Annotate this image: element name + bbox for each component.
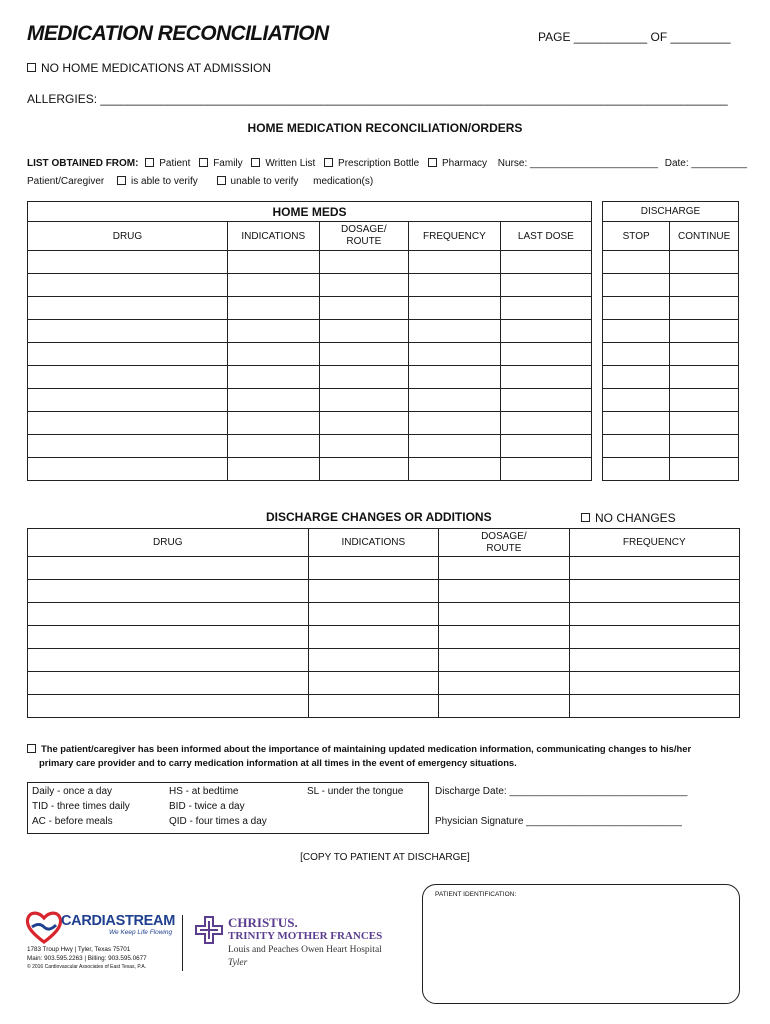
entry-cell[interactable] xyxy=(227,389,319,412)
discharge-date-field[interactable]: Discharge Date: ________________________________ xyxy=(435,786,688,797)
checkbox-icon[interactable] xyxy=(27,744,36,753)
entry-cell[interactable] xyxy=(500,366,591,389)
col-frequency: FREQUENCY xyxy=(409,222,501,251)
entry-cell[interactable] xyxy=(28,320,228,343)
entry-cell[interactable] xyxy=(439,695,570,718)
entry-cell[interactable] xyxy=(500,343,591,366)
table-row xyxy=(28,343,592,366)
table-row xyxy=(28,626,740,649)
checkbox-icon[interactable] xyxy=(27,63,36,72)
entry-cell[interactable] xyxy=(603,251,670,274)
entry-cell[interactable] xyxy=(227,274,319,297)
entry-cell[interactable] xyxy=(308,695,439,718)
col-indications: INDICATIONS xyxy=(227,222,319,251)
entry-cell[interactable] xyxy=(319,435,408,458)
table-row xyxy=(28,435,592,458)
entry-cell[interactable] xyxy=(28,695,309,718)
entry-cell[interactable] xyxy=(603,297,670,320)
entry-cell[interactable] xyxy=(28,649,309,672)
entry-cell[interactable] xyxy=(319,274,408,297)
notice-line-1: The patient/caregiver has been informed about the importance of maintaining updated medication information, communicating changes to his/her xyxy=(41,743,692,754)
cardiastream-tagline: We Keep Life Flowing xyxy=(109,929,173,936)
checkbox-icon[interactable] xyxy=(199,158,208,167)
checkbox-icon[interactable] xyxy=(581,513,590,522)
christus-logo xyxy=(194,913,414,973)
christus-cross-icon xyxy=(194,915,224,945)
entry-cell[interactable] xyxy=(409,389,501,412)
table-row xyxy=(28,412,592,435)
col-drug: DRUG xyxy=(28,529,309,557)
entry-cell[interactable] xyxy=(227,297,319,320)
entry-cell[interactable] xyxy=(439,603,570,626)
entry-cell[interactable] xyxy=(28,251,228,274)
physician-signature-field[interactable]: Physician Signature ____________________________ xyxy=(435,816,682,827)
entry-cell[interactable] xyxy=(569,649,739,672)
entry-cell[interactable] xyxy=(603,343,670,366)
entry-cell[interactable] xyxy=(28,343,228,366)
entry-cell[interactable] xyxy=(409,435,501,458)
obtained-label: LIST OBTAINED FROM: xyxy=(27,158,139,169)
phone-text: Main: 903.595.2263 | Billing: 903.595.0677 xyxy=(27,955,147,962)
table-row xyxy=(28,458,592,481)
entry-cell[interactable] xyxy=(670,343,739,366)
entry-cell[interactable] xyxy=(670,435,739,458)
table-row xyxy=(603,366,739,389)
verify-able-label: is able to verify xyxy=(131,176,198,187)
col-indications: INDICATIONS xyxy=(308,529,439,557)
entry-cell[interactable] xyxy=(319,412,408,435)
table-row xyxy=(603,389,739,412)
section-title-home-med: HOME MEDICATION RECONCILIATION/ORDERS xyxy=(247,121,523,135)
entry-cell[interactable] xyxy=(308,603,439,626)
entry-cell[interactable] xyxy=(439,672,570,695)
discharge-decision-table xyxy=(602,201,739,481)
allergies-field[interactable]: ALLERGIES: ______________________________________________________________________________________________ xyxy=(27,92,728,106)
entry-cell[interactable] xyxy=(500,389,591,412)
table-row xyxy=(603,458,739,481)
entry-cell[interactable] xyxy=(319,320,408,343)
footer-divider xyxy=(182,915,183,971)
entry-cell[interactable] xyxy=(28,557,309,580)
entry-cell[interactable] xyxy=(670,320,739,343)
table-row xyxy=(28,557,740,580)
trinity-name: TRINITY MOTHER FRANCES xyxy=(228,930,383,942)
entry-cell[interactable] xyxy=(28,672,309,695)
entry-cell[interactable] xyxy=(439,626,570,649)
entry-cell[interactable] xyxy=(569,695,739,718)
entry-cell[interactable] xyxy=(670,366,739,389)
entry-cell[interactable] xyxy=(28,389,228,412)
entry-cell[interactable] xyxy=(308,672,439,695)
entry-cell[interactable] xyxy=(603,274,670,297)
entry-cell[interactable] xyxy=(603,412,670,435)
discharge-changes-title: DISCHARGE CHANGES OR ADDITIONS xyxy=(266,510,492,524)
entry-cell[interactable] xyxy=(319,251,408,274)
entry-cell[interactable] xyxy=(227,320,319,343)
address-text: 1783 Troup Hwy | Tyler, Texas 75701 xyxy=(27,946,131,953)
entry-cell[interactable] xyxy=(308,626,439,649)
patient-id-label: PATIENT IDENTIFICATION: xyxy=(435,891,517,898)
legend-qid: QID - four times a day xyxy=(169,816,267,827)
copyright-text: © 2016 Cardiovascular Associates of East Texas, P.A. xyxy=(27,964,147,970)
entry-cell[interactable] xyxy=(439,649,570,672)
entry-cell[interactable] xyxy=(28,435,228,458)
table-row xyxy=(603,412,739,435)
table-row xyxy=(28,274,592,297)
entry-cell[interactable] xyxy=(603,389,670,412)
verify-prefix: Patient/Caregiver xyxy=(27,176,105,187)
entry-cell[interactable] xyxy=(28,297,228,320)
table-row xyxy=(28,320,592,343)
entry-cell[interactable] xyxy=(227,343,319,366)
entry-cell[interactable] xyxy=(28,580,309,603)
legend-daily: Daily - once a day xyxy=(32,786,113,797)
form-title: MEDICATION RECONCILIATION xyxy=(27,22,329,45)
entry-cell[interactable] xyxy=(569,626,739,649)
discharge-changes-table xyxy=(27,528,740,718)
entry-cell[interactable] xyxy=(409,366,501,389)
table-row xyxy=(28,672,740,695)
table-row xyxy=(28,603,740,626)
christus-name: CHRISTUS. xyxy=(228,915,298,930)
source-family: Family xyxy=(213,158,243,169)
checkbox-icon[interactable] xyxy=(251,158,260,167)
entry-cell[interactable] xyxy=(28,626,309,649)
source-pharmacy: Pharmacy xyxy=(441,158,487,169)
date-field[interactable]: Date: __________ xyxy=(664,158,748,169)
entry-cell[interactable] xyxy=(569,672,739,695)
entry-cell[interactable] xyxy=(670,458,739,481)
table-row xyxy=(603,274,739,297)
entry-cell[interactable] xyxy=(409,412,501,435)
nurse-field[interactable]: Nurse: _______________________ xyxy=(497,158,658,169)
col-dosage-route: DOSAGE/ ROUTE xyxy=(439,529,570,557)
home-meds-table xyxy=(27,201,592,481)
entry-cell[interactable] xyxy=(409,320,501,343)
cardiastream-wordmark xyxy=(61,913,175,929)
table-row xyxy=(28,695,740,718)
entry-cell[interactable] xyxy=(670,274,739,297)
cardiastream-contact xyxy=(27,945,147,972)
table-row xyxy=(28,649,740,672)
entry-cell[interactable] xyxy=(500,435,591,458)
entry-cell[interactable] xyxy=(603,435,670,458)
entry-cell[interactable] xyxy=(227,366,319,389)
col-continue: CONTINUE xyxy=(670,222,739,251)
col-last-dose: LAST DOSE xyxy=(500,222,591,251)
table-row xyxy=(603,343,739,366)
table-row xyxy=(603,435,739,458)
entry-cell[interactable] xyxy=(319,366,408,389)
entry-cell[interactable] xyxy=(603,458,670,481)
notice-line-2: primary care provider and to carry medication information at all times in the event of emergency situations. xyxy=(39,757,517,768)
entry-cell[interactable] xyxy=(409,458,501,481)
source-prescription-bottle: Prescription Bottle xyxy=(338,158,420,169)
entry-cell[interactable] xyxy=(500,412,591,435)
entry-cell[interactable] xyxy=(227,435,319,458)
entry-cell[interactable] xyxy=(500,274,591,297)
legend-bid: BID - twice a day xyxy=(169,801,245,812)
table-row xyxy=(28,297,592,320)
checkbox-icon[interactable] xyxy=(428,158,437,167)
checkbox-icon[interactable] xyxy=(145,158,154,167)
entry-cell[interactable] xyxy=(500,320,591,343)
legend-hs: HS - at bedtime xyxy=(169,786,239,797)
table-row xyxy=(28,580,740,603)
no-home-meds-label: NO HOME MEDICATIONS AT ADMISSION xyxy=(41,61,272,75)
patient-notice xyxy=(27,742,757,770)
legend-tid: TID - three times daily xyxy=(32,801,130,812)
entry-cell[interactable] xyxy=(28,603,309,626)
no-changes-option[interactable] xyxy=(581,511,676,525)
col-frequency: FREQUENCY xyxy=(569,529,739,557)
entry-cell[interactable] xyxy=(569,557,739,580)
col-dosage-route: DOSAGE/ ROUTE xyxy=(319,222,408,251)
entry-cell[interactable] xyxy=(500,251,591,274)
city-name: Tyler xyxy=(228,958,248,968)
cardiastream-brand: CARDIASTREAM xyxy=(61,913,176,929)
abbreviation-legend xyxy=(27,782,429,834)
checkbox-icon[interactable] xyxy=(117,176,126,185)
verify-unable-label: unable to verify xyxy=(230,176,299,187)
checkbox-icon[interactable] xyxy=(217,176,226,185)
entry-cell[interactable] xyxy=(227,251,319,274)
entry-cell[interactable] xyxy=(28,412,228,435)
entry-cell[interactable] xyxy=(603,366,670,389)
list-obtained-row xyxy=(27,158,747,169)
table-row xyxy=(28,251,592,274)
entry-cell[interactable] xyxy=(227,412,319,435)
home-meds-title: HOME MEDS xyxy=(28,202,592,222)
entry-cell[interactable] xyxy=(409,297,501,320)
entry-cell[interactable] xyxy=(28,458,228,481)
entry-cell[interactable] xyxy=(227,458,319,481)
entry-cell[interactable] xyxy=(569,603,739,626)
copy-note: [COPY TO PATIENT AT DISCHARGE] xyxy=(300,852,470,863)
col-stop: STOP xyxy=(603,222,670,251)
table-row xyxy=(28,389,592,412)
table-row xyxy=(603,251,739,274)
entry-cell[interactable] xyxy=(670,412,739,435)
entry-cell[interactable] xyxy=(319,389,408,412)
heart-logo-icon xyxy=(25,910,63,944)
table-row xyxy=(603,297,739,320)
entry-cell[interactable] xyxy=(319,343,408,366)
verify-suffix: medication(s) xyxy=(313,176,374,187)
entry-cell[interactable] xyxy=(500,297,591,320)
table-row xyxy=(603,320,739,343)
col-drug: DRUG xyxy=(28,222,228,251)
entry-cell[interactable] xyxy=(439,557,570,580)
verify-row xyxy=(27,176,373,187)
source-written-list: Written List xyxy=(265,158,316,169)
entry-cell[interactable] xyxy=(409,274,501,297)
entry-cell[interactable] xyxy=(308,649,439,672)
discharge-title: DISCHARGE xyxy=(603,202,739,222)
entry-cell[interactable] xyxy=(603,320,670,343)
entry-cell[interactable] xyxy=(28,366,228,389)
entry-cell[interactable] xyxy=(319,297,408,320)
entry-cell[interactable] xyxy=(439,580,570,603)
table-row xyxy=(28,366,592,389)
legend-ac: AC - before meals xyxy=(32,816,113,827)
no-changes-label: NO CHANGES xyxy=(595,511,676,525)
heart-hospital-name: Louis and Peaches Owen Heart Hospital xyxy=(228,945,382,955)
entry-cell[interactable] xyxy=(500,458,591,481)
patient-identification-box[interactable] xyxy=(422,884,740,1004)
entry-cell[interactable] xyxy=(670,389,739,412)
entry-cell[interactable] xyxy=(670,251,739,274)
no-home-meds-option[interactable] xyxy=(27,61,271,75)
entry-cell[interactable] xyxy=(409,251,501,274)
source-patient: Patient xyxy=(159,158,191,169)
entry-cell[interactable] xyxy=(670,297,739,320)
checkbox-icon[interactable] xyxy=(324,158,333,167)
legend-sl: SL - under the tongue xyxy=(307,786,404,797)
entry-cell[interactable] xyxy=(319,458,408,481)
entry-cell[interactable] xyxy=(308,580,439,603)
entry-cell[interactable] xyxy=(569,580,739,603)
entry-cell[interactable] xyxy=(409,343,501,366)
entry-cell[interactable] xyxy=(308,557,439,580)
page-number-field[interactable]: PAGE ___________ OF _________ xyxy=(538,30,731,44)
entry-cell[interactable] xyxy=(28,274,228,297)
